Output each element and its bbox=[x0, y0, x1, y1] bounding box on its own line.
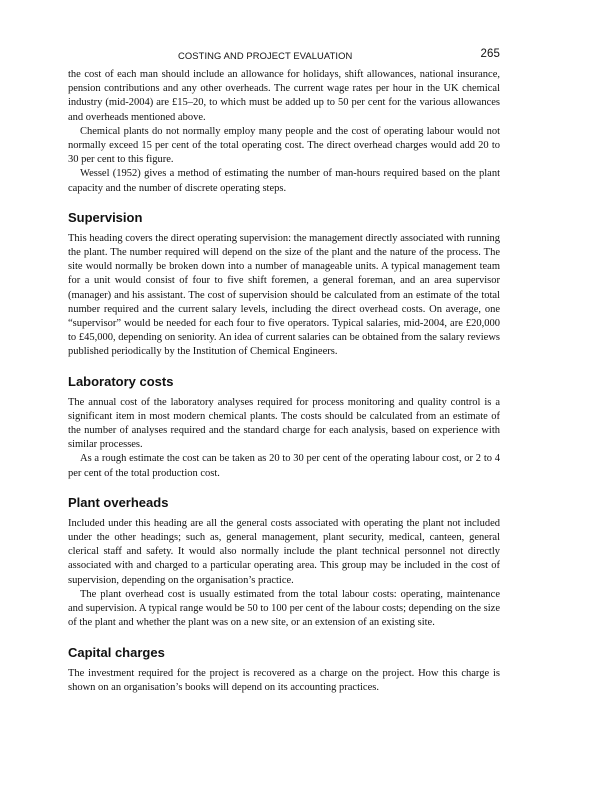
intro-paragraph-2: Chemical plants do not normally employ many people and the cost of operating labour would not normally exceed 15 per cent of the total operating cost. The direct overhead charges would add 20 to 30 per cent to this figure. bbox=[68, 125, 500, 166]
laboratory-paragraph-2: As a rough estimate the cost can be taken as 20 to 30 per cent of the operating labour cost, or 2 to 4 per cent of the total production cost. bbox=[68, 453, 500, 479]
capital-charges-heading: Capital charges bbox=[68, 644, 165, 660]
capital-paragraph-1: The investment required for the project is recovered as a charge on the project. How this charge is shown on an organisation’s books will depend on its accounting practices. bbox=[68, 667, 500, 693]
supervision-paragraph-1: This heading covers the direct operating supervision: the management directly associated with running the plant. The number required will depend on the size of the plant and the nature of the process. The site would normally be broken down into a number of manageable units. A typical management team for a unit would consist of four to five shift foremen, a general foreman, and an area supervisor (manager) and his assistant. The cost of supervision should be calculated from an estimate of the total number required and the current salary levels, including the direct overhead costs. On average, one “supervisor” would be needed for each four to five operators. Typical salaries, mid-2004, are £20,000 to £45,000, depending on seniority. An idea of current salaries can be obtained from the salary reviews published periodically by the Institution of Chemical Engineers. bbox=[68, 232, 500, 358]
laboratory-costs-heading: Laboratory costs bbox=[68, 373, 174, 389]
laboratory-paragraph-1: The annual cost of the laboratory analyses required for process monitoring and quality control is a significant item in most modern chemical plants. The costs should be calculated from an estimate of the number of analyses required and the standard charge for each analysis, based on experience with similar processes. bbox=[68, 396, 500, 451]
overheads-paragraph-1: Included under this heading are all the general costs associated with operating the plant not included under the other headings; such as, general management, plant security, medical, canteen, general clerical staff and safety. It would also normally include the plant technical personnel not directly associated with and charged to a particular operating area. This group may be included in the cost of supervision, depending on the organisation’s practice. bbox=[68, 517, 500, 586]
overheads-paragraph-2: The plant overhead cost is usually estimated from the total labour costs: operating, maintenance and supervision. A typical range would be 50 to 100 per cent of the labour costs; depending on the size of the plant and whether the plant was on a new site, or an extension of an existing site. bbox=[68, 588, 500, 629]
supervision-heading: Supervision bbox=[68, 209, 143, 225]
capital-charges-section bbox=[68, 645, 500, 695]
page-number: 265 bbox=[480, 48, 500, 60]
supervision-section bbox=[68, 210, 500, 360]
intro-section bbox=[68, 68, 500, 196]
running-title: COSTING AND PROJECT EVALUATION bbox=[178, 50, 353, 61]
running-header bbox=[68, 48, 500, 62]
intro-paragraph-1: the cost of each man should include an allowance for holidays, shift allowances, national insurance, pension contributions and any other overheads. The current wage rates per hour in the UK chemical industry (mid-2004) are £15–20, to which must be added up to 50 per cent for the various allowances and overheads mentioned above. bbox=[68, 69, 500, 123]
intro-paragraph-3: Wessel (1952) gives a method of estimating the number of man-hours required based on the plant capacity and the number of discrete operating steps. bbox=[68, 168, 500, 194]
plant-overheads-section bbox=[68, 495, 500, 631]
plant-overheads-heading: Plant overheads bbox=[68, 494, 169, 510]
page-body bbox=[68, 68, 500, 695]
laboratory-costs-section bbox=[68, 374, 500, 481]
